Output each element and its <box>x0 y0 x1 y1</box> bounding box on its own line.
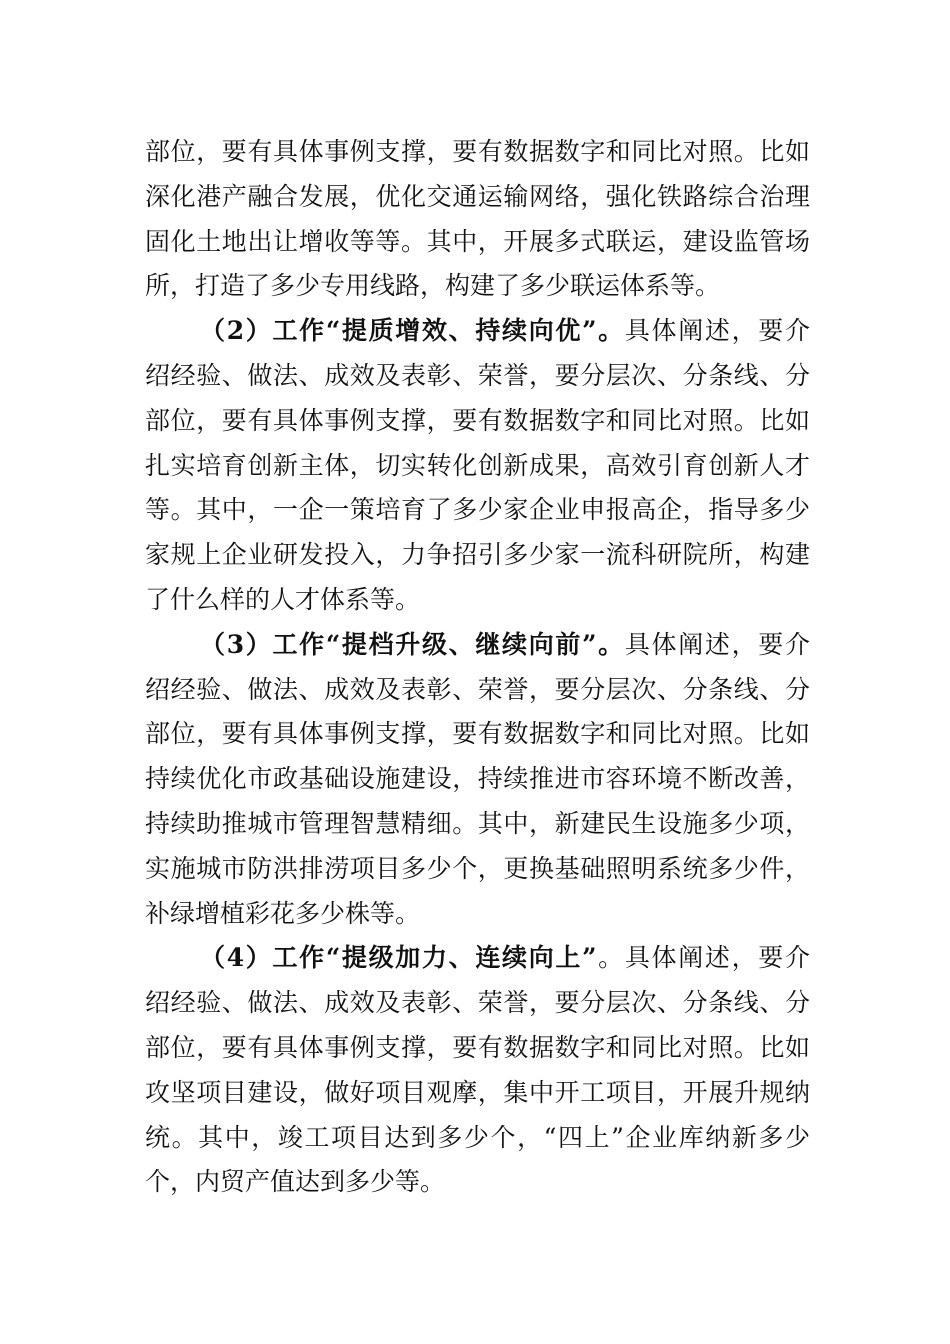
section-lead-text: 具体阐述，要介 <box>624 316 810 346</box>
paragraph-line: 部位，要有具体事例支撑，要有数据数字和同比对照。比如 <box>145 719 810 749</box>
section-3-paragraph <box>145 623 810 937</box>
paragraph-line: 了什么样的人才体系等。 <box>145 584 421 614</box>
paragraph-line: 绍经验、做法、成效及表彰、荣誉，要分层次、分条线、分 <box>145 360 810 390</box>
paragraph-line: 家规上企业研发投入，力争招引多少家一流科研院所，构建 <box>145 540 810 570</box>
section-lead-text: 。具体阐述，要介 <box>596 943 810 973</box>
section-4-paragraph <box>145 936 810 1205</box>
section-lead-text: 具体阐述，要介 <box>624 629 810 659</box>
paragraph-line: 绍经验、做法、成效及表彰、荣誉，要分层次、分条线、分 <box>145 988 810 1018</box>
section-2-paragraph <box>145 309 810 623</box>
section-first-line <box>145 309 810 354</box>
paragraph-line: 持续助推城市管理智慧精细。其中，新建民生设施多少项， <box>145 808 810 838</box>
paragraph-line: 补绿增植彩花多少株等。 <box>145 898 421 928</box>
paragraph-line: 固化土地出让增收等等。其中，开展多式联运，建设监管场 <box>145 226 810 256</box>
section-heading: （2）工作“提质增效、持续向优”。 <box>200 316 625 346</box>
section-first-line <box>145 936 810 981</box>
paragraph-line: 部位，要有具体事例支撑，要有数据数字和同比对照。比如 <box>145 137 810 166</box>
paragraph-line: 绍经验、做法、成效及表彰、荣誉，要分层次、分条线、分 <box>145 674 810 704</box>
paragraph-line: 攻坚项目建设，做好项目观摩，集中开工项目，开展升规纳 <box>145 1077 810 1107</box>
section-heading: （3）工作“提档升级、继续向前”。 <box>200 629 625 659</box>
paragraph-line: 深化港产融合发展，优化交通运输网络，强化铁路综合治理 <box>145 181 810 211</box>
paragraph-line: 统。其中，竣工项目达到多少个，“四上”企业库纳新多少 <box>145 1122 810 1152</box>
paragraph-line: 实施城市防洪排涝项目多少个，更换基础照明系统多少件， <box>145 853 810 883</box>
paragraph-line: 扎实培育创新主体，切实转化创新成果，高效引育创新人才 <box>145 450 810 480</box>
intro-paragraph <box>145 130 810 309</box>
paragraph-line: 部位，要有具体事例支撑，要有数据数字和同比对照。比如 <box>145 1032 810 1062</box>
section-first-line <box>145 623 810 668</box>
paragraph-line: 所，打造了多少专用线路，构建了多少联运体系等。 <box>145 271 721 301</box>
section-heading: （4）工作“提级加力、连续向上” <box>200 943 597 973</box>
paragraph-line: 持续优化市政基础设施建设，持续推进市容环境不断改善， <box>145 764 810 794</box>
document-page <box>145 130 810 1205</box>
paragraph-line: 部位，要有具体事例支撑，要有数据数字和同比对照。比如 <box>145 405 810 435</box>
paragraph-line: 个，内贸产值达到多少等。 <box>145 1167 446 1197</box>
paragraph-line: 等。其中，一企一策培育了多少家企业申报高企，指导多少 <box>145 495 810 525</box>
